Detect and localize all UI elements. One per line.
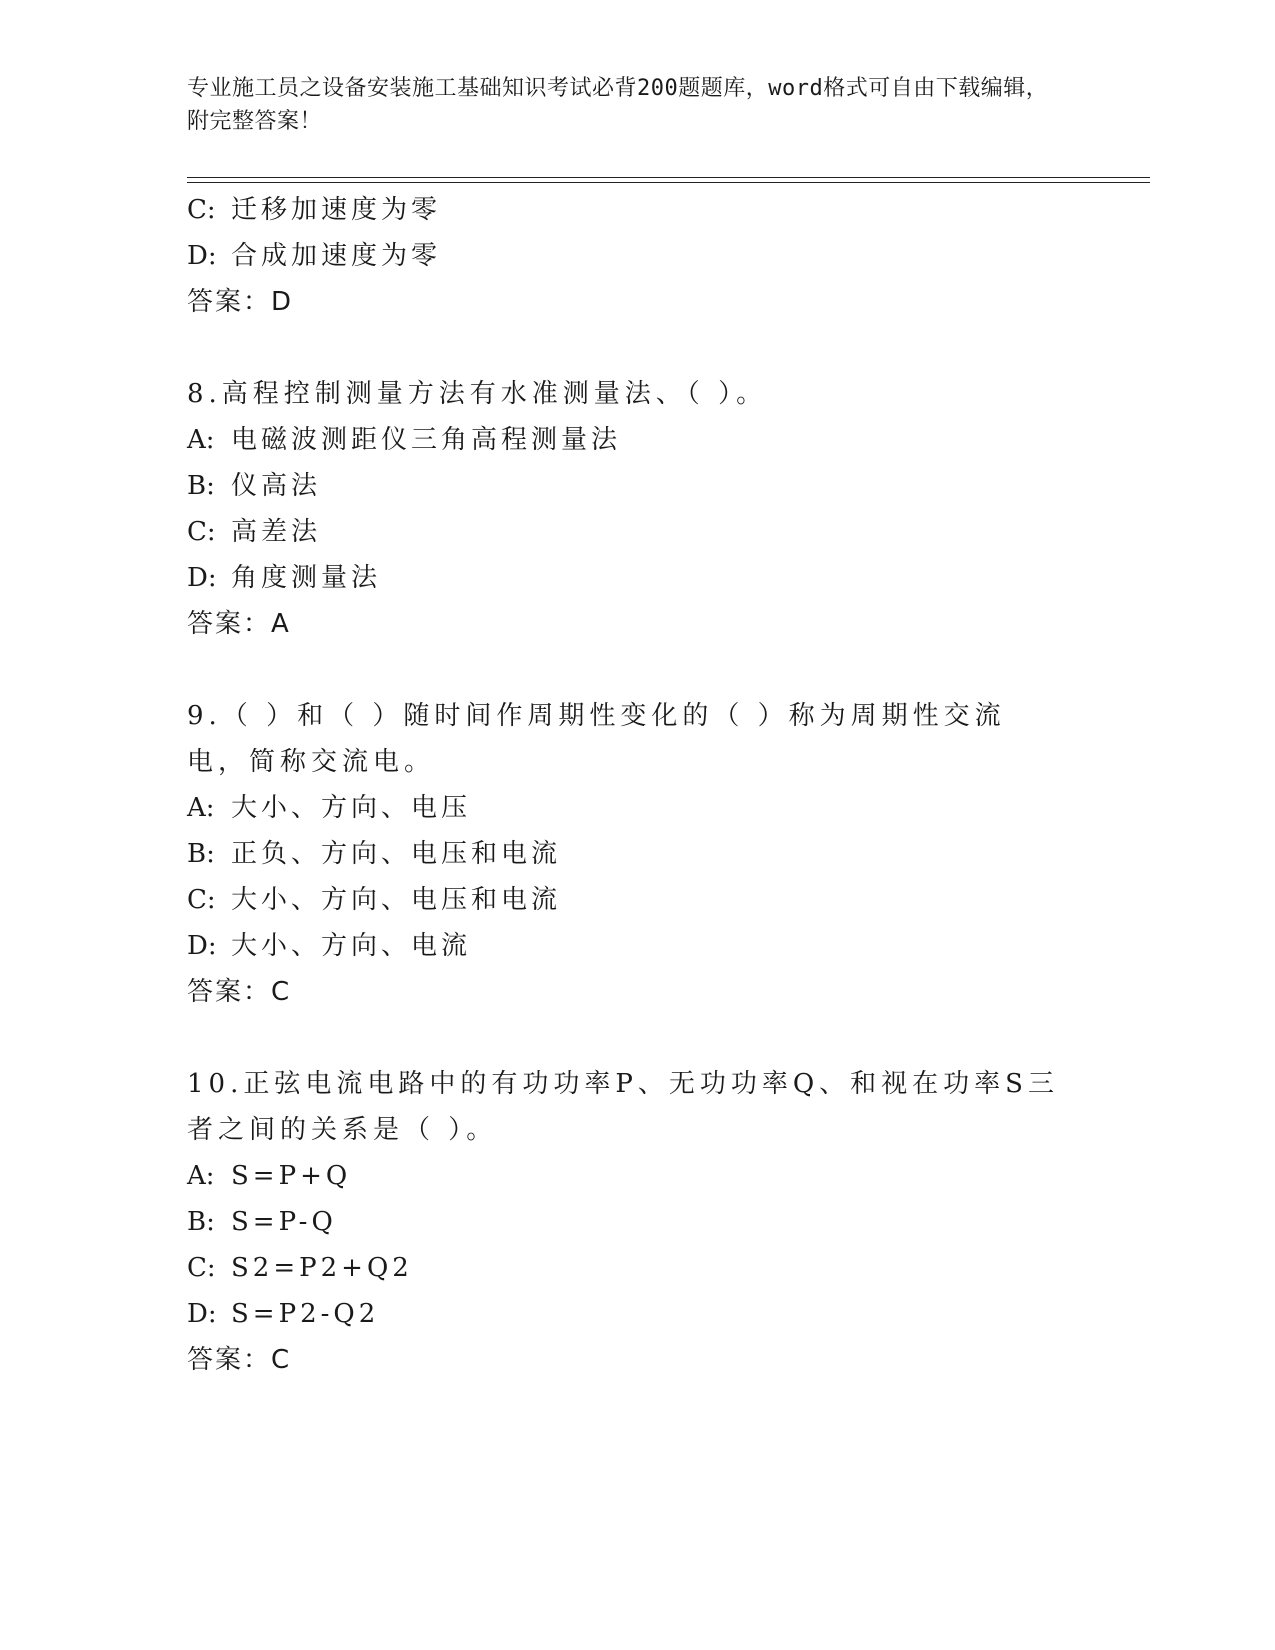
option-b [187,831,1067,877]
spacer [187,1015,1067,1061]
option-a [187,785,1067,831]
option-b [187,1199,1067,1245]
question-list [187,187,1067,1383]
option-text: 仪高法 [231,471,322,501]
question-partial [187,187,1067,325]
option-label: D: [187,241,217,271]
option-c [187,1245,1067,1291]
option-d [187,1291,1067,1337]
option-label: A: [187,1161,215,1191]
option-text: 电磁波测距仪三角高程测量法 [231,425,622,455]
question-10 [187,1061,1067,1383]
option-label: D: [187,931,217,961]
spacer [187,647,1067,693]
question-stem: 9.（ ）和（ ）随时间作周期性变化的（ ）称为周期性交流电，简称交流电。 [187,701,1006,777]
answer-line: 答案：A [187,609,291,639]
option-text: 高差法 [231,517,322,547]
question-stem: 10.正弦电流电路中的有功功率P、无功功率Q、和视在功率S三者之间的关系是（ ）。 [187,1069,1059,1145]
option-d [187,233,1067,279]
spacer [187,325,1067,371]
option-label: B: [187,471,215,501]
option-label: C: [187,517,216,547]
option-label: A: [187,793,215,823]
header-divider-top [187,177,1150,178]
option-d [187,555,1067,601]
option-label: A: [187,425,215,455]
option-label: C: [187,1253,216,1283]
option-text: S2=P2+Q2 [231,1253,413,1283]
option-text: 大小、方向、电流 [231,931,472,961]
question-9 [187,693,1067,1015]
option-text: S=P-Q [231,1207,337,1237]
answer-line: 答案：D [187,287,294,317]
page-header-title: 专业施工员之设备安装施工基础知识考试必背200题题库，word格式可自由下载编辑，附完整答案！ [187,76,1049,134]
option-label: B: [187,839,215,869]
option-a [187,417,1067,463]
option-text: 角度测量法 [231,563,382,593]
option-a [187,1153,1067,1199]
option-text: S=P2-Q2 [231,1299,380,1329]
option-c [187,877,1067,923]
option-text: 大小、方向、电压 [231,793,472,823]
option-label: D: [187,563,217,593]
option-label: C: [187,195,216,225]
option-c [187,509,1067,555]
question-stem: 8.高程控制测量方法有水准测量法、（ ）。 [187,379,768,409]
option-text: 大小、方向、电压和电流 [231,885,562,915]
option-text: S=P+Q [231,1161,352,1191]
answer-line: 答案：C [187,1345,292,1375]
option-d [187,923,1067,969]
answer-line: 答案：C [187,977,292,1007]
option-c [187,187,1067,233]
option-text: 正负、方向、电压和电流 [231,839,562,869]
option-label: D: [187,1299,217,1329]
option-text: 迁移加速度为零 [231,195,442,225]
header-divider-bottom [187,182,1150,183]
option-label: B: [187,1207,215,1237]
option-text: 合成加速度为零 [231,241,442,271]
question-8 [187,371,1067,647]
option-label: C: [187,885,216,915]
option-b [187,463,1067,509]
